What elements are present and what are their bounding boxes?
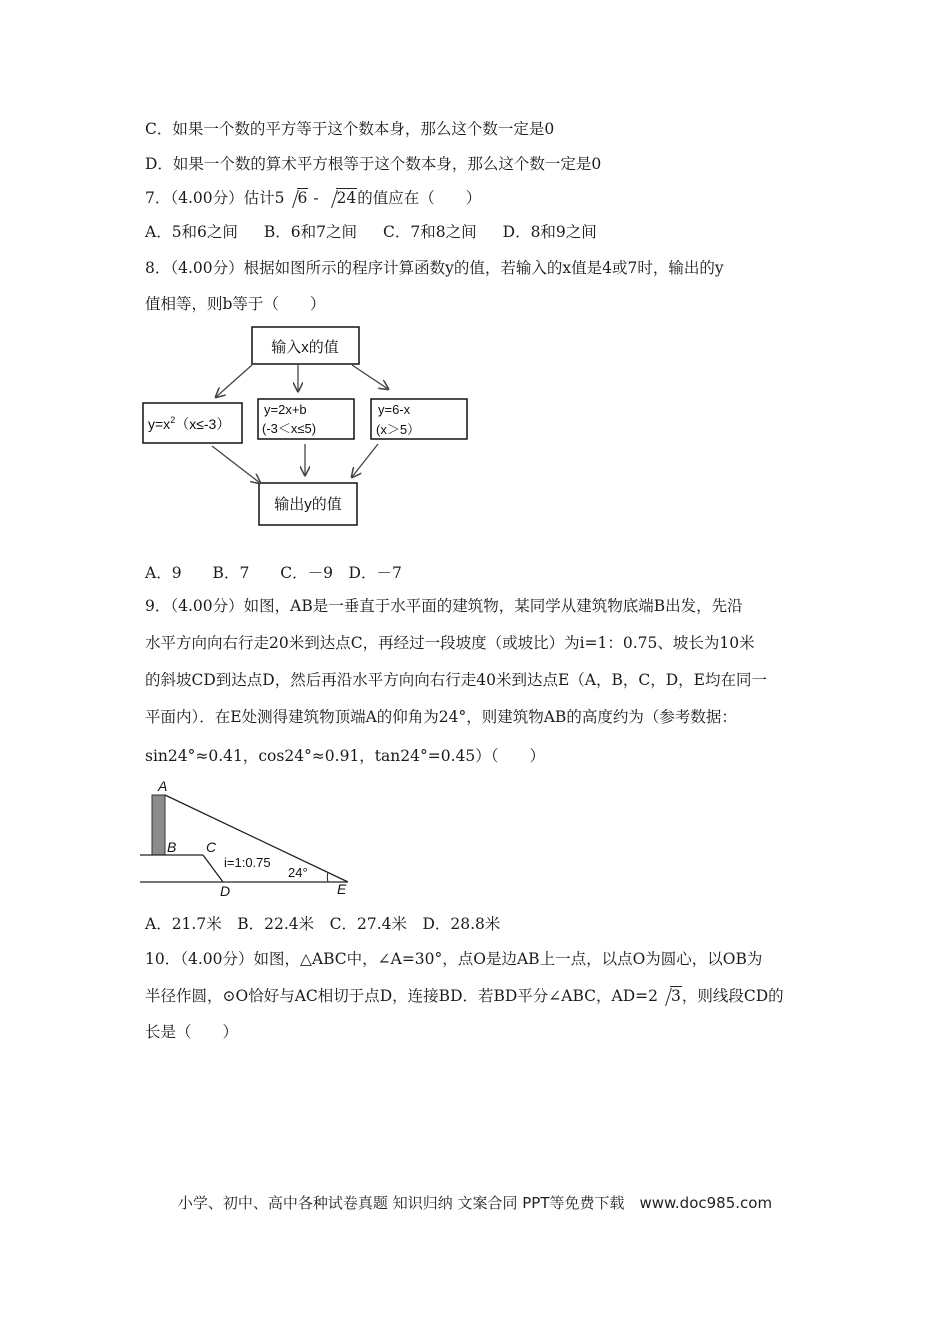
- angle-arc: [327, 872, 328, 882]
- q7-options: A．5和6之间 B．6和7之间 C．7和8之间 D．8和9之间: [145, 223, 597, 241]
- sqrt-3: 3: [658, 986, 682, 1006]
- question-8-line2: 值相等，则b等于（ ）: [145, 295, 326, 313]
- option-c-q6: C．如果一个数的平方等于这个数本身，那么这个数一定是0: [145, 120, 555, 138]
- question-10-line2: 半径作圆，⊙O恰好与AC相切于点D，连接BD．若BD平分∠ABC，AD=2 3，则线段CD的: [145, 987, 784, 1005]
- slope-building-figure: [140, 777, 355, 897]
- q9-options: A．21.7米 B．22.4米 C．27.4米 D．28.8米: [145, 915, 501, 933]
- output-label: 输出y的值: [274, 496, 342, 513]
- option-d-q6: D．如果一个数的算术平方根等于这个数本身，那么这个数一定是0: [145, 155, 602, 173]
- building-ab: [152, 795, 165, 855]
- question-10-line3: 长是（ ）: [145, 1023, 239, 1041]
- question-9-line3: 的斜坡CD到达点D，然后再沿水平方向向右行走40米到达点E（A，B，C，D，E均在同一: [145, 671, 767, 689]
- question-7: 7．（4.00分）估计5 6 - 24的值应在（ ）: [145, 189, 482, 207]
- arrow-from-left: [212, 446, 260, 483]
- question-9-line4: 平面内）．在E处测得建筑物顶端A的仰角为24°，则建筑物AB的高度约为（参考数据：: [145, 708, 737, 726]
- program-flowchart: [140, 325, 475, 530]
- arrow-from-right: [352, 444, 378, 477]
- right-branch-condition: (x＞5）: [376, 422, 421, 437]
- sqrt-24: 24: [324, 188, 358, 208]
- label-a: A: [158, 778, 168, 794]
- middle-branch-condition: (-3＜x≤5): [262, 421, 317, 436]
- question-9-line2: 水平方向向右行走20米到达点C，再经过一段坡度（或坡比）为i=1：0.75、坡长为10米: [145, 634, 755, 652]
- label-b: B: [167, 839, 177, 855]
- question-9-line1: 9．（4.00分）如图，AB是一垂直于水平面的建筑物，某同学从建筑物底端B出发，先沿: [145, 597, 743, 615]
- label-d: D: [220, 883, 231, 897]
- question-10-line1: 10．（4.00分）如图，△ABC中，∠A=30°，点O是边AB上一点，以点O为圆心，以OB为: [145, 950, 763, 968]
- arrow-to-left: [216, 365, 252, 397]
- slope-ratio: i=1:0.75: [224, 855, 271, 870]
- arrow-to-right: [352, 365, 388, 389]
- page-footer: 小学、初中、高中各种试卷真题 知识归纳 文案合同 PPT等免费下载 www.doc985.com: [177, 1194, 773, 1212]
- label-e: E: [337, 881, 347, 897]
- angle-label: 24°: [288, 865, 308, 880]
- left-branch-formula: $y=x^2(x\le-3)$: [148, 415, 231, 432]
- middle-branch-formula: y=2x+b: [264, 402, 307, 417]
- slope-cd: [203, 855, 223, 882]
- q8-options: A．9 B．7 C．－9 D．－7: [145, 564, 402, 582]
- input-label: 输入x的值: [271, 339, 339, 356]
- question-9-line5: sin24°≈0.41，cos24°≈0.91，tan24°=0.45）（ ）: [145, 747, 545, 765]
- question-8-line1: 8．（4.00分）根据如图所示的程序计算函数y的值，若输入的x值是4或7时，输出的y: [145, 259, 724, 277]
- label-c: C: [206, 839, 217, 855]
- right-branch-formula: y=6-x: [378, 402, 411, 417]
- sqrt-6: 6: [285, 188, 309, 208]
